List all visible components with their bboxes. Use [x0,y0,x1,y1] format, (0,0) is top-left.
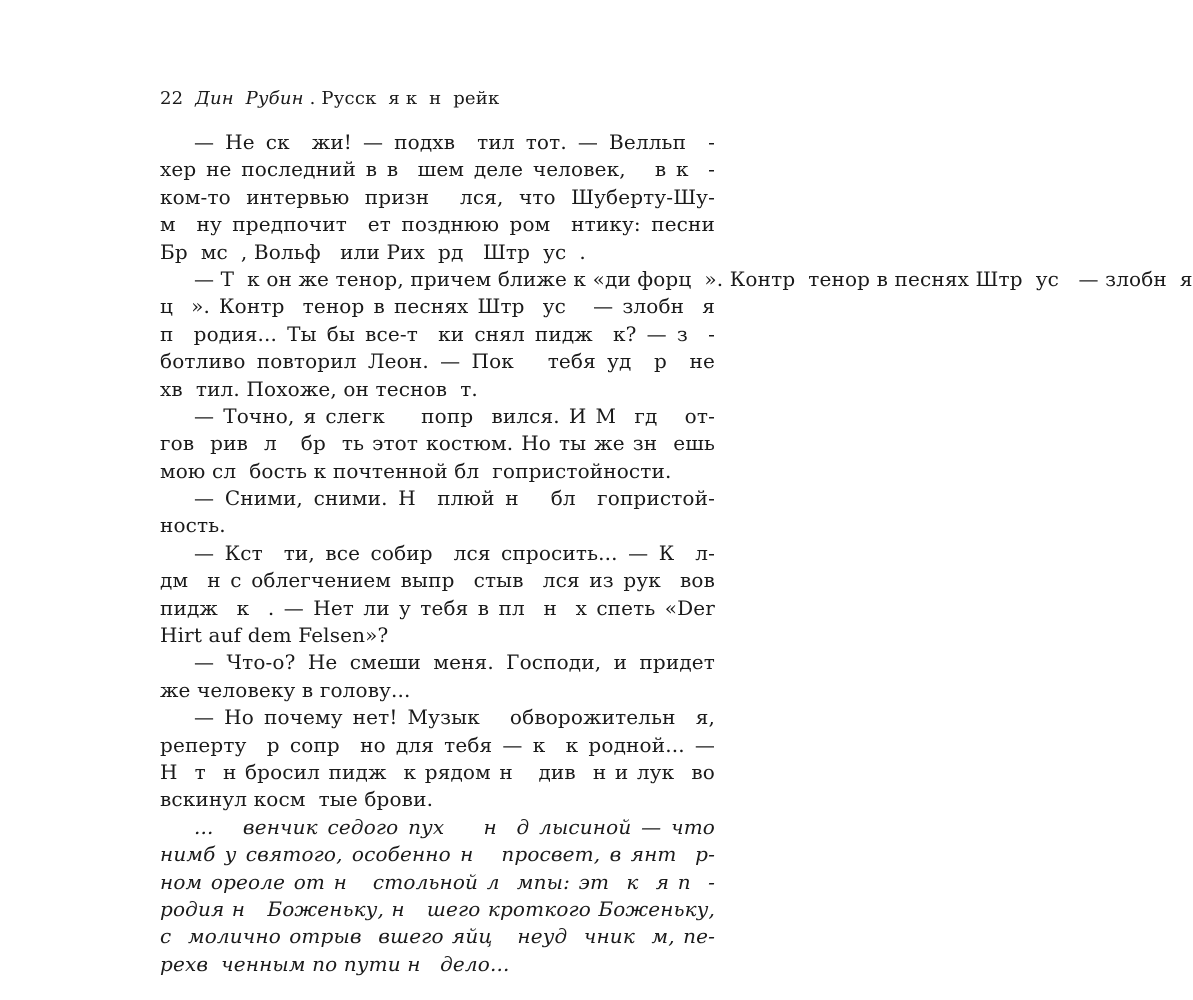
text-line: — Но почему нет! Музык обворожительн я, [194,705,715,730]
text-line: хв тил. Похоже, он теснов т. [160,376,478,401]
text-line: родия н Боженьку, н шего кроткого Боженьку, [160,896,715,921]
text-line: ность. [160,513,226,538]
text-line: Hirt auf dem Felsen»? [160,623,389,648]
text-line: гов рив л бр ть этот костюм. Но ты же зн ешь [160,431,715,456]
text-line: ... венчик седого пух н д лысиной — что [194,814,715,839]
text-line: рехв ченным по пути н дело... [160,951,510,976]
page-number: 22 [160,88,184,109]
book-title: . Русск я к н рейк [309,88,500,109]
text-line: ном ореоле от н стольной л мпы: эт к я п - [160,869,715,894]
text-line: Бр мс , Вольф или Рих рд Штр ус . [160,239,586,264]
text-line: ц ». Контр тенор в песнях Штр ус — злобн я [160,294,715,319]
text-line: — Не ск жи! — подхв тил тот. — Велльп - [194,130,715,154]
text-line: — Кст ти, все собир лся спросить... — К л- [194,540,715,565]
text-line: мою сл бость к почтенной бл гопристойности. [160,458,672,483]
text-line: же человеку в голову... [160,677,411,702]
text-line: — Что-о? Не смеши меня. Господи, и придет [194,650,715,675]
text-line: с молично отрыв вшего яйц неуд чник м, пе- [160,924,715,949]
text-line: вскинул косм тые брови. [160,787,434,812]
author-name: Дин Рубин [195,88,304,109]
text-line: ботливо повторил Леон. — Пок тебя уд р не [160,349,715,374]
text-line: — Сними, сними. Н плюй н бл гопристой- [194,486,715,511]
text-line: — Т к он же тенор, причем ближе к «ди форц ». Контр тенор в песнях Штр ус — злобн я [194,266,1193,291]
text-line: м ну предпочит ет позднюю ром нтику: песни [160,212,715,237]
text-line: дм н с облегчением выпр стыв лся из рук вов [160,568,715,593]
running-head [160,86,720,112]
text-line: нимб у святого, особенно н просвет, в янт р- [160,842,715,867]
text-line: п родия... Ты бы все-т ки снял пидж к? — з - [160,321,715,346]
text-line: пидж к . — Нет ли у тебя в пл н х спеть «Der [160,595,715,620]
text-line: хер не последний в в шем деле человек, в к - [160,157,715,182]
text-line: реперту р сопр но для тебя — к к родной... — [160,732,715,757]
body-text [160,129,1193,978]
text-line: ком-то интервью призн лся, что Шуберту-Шу- [160,184,715,209]
text-line: — Точно, я слегк попр вился. И М гд от- [194,403,715,428]
text-line: Н т н бросил пидж к рядом н див н и лук во [160,759,715,784]
